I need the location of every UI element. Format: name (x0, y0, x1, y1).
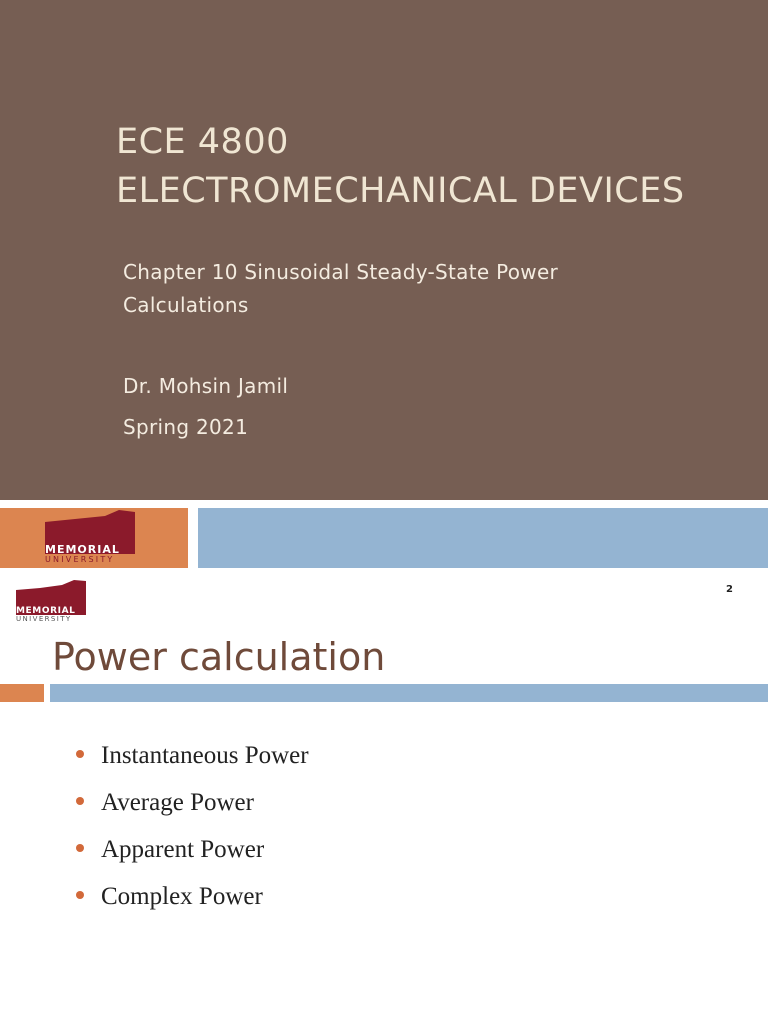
course-name: ELECTROMECHANICAL DEVICES (116, 171, 685, 211)
chapter-subtitle: Chapter 10 Sinusoidal Steady-State Power Calculations (123, 260, 559, 317)
slide-divider (0, 500, 768, 508)
bullet-text: Instantaneous Power (101, 741, 309, 769)
logo-name: MEMORIAL (45, 543, 120, 556)
list-item (76, 826, 309, 873)
logo-subname: UNIVERSITY (45, 555, 115, 564)
title-slide-background (0, 0, 768, 500)
title-underline-orange (0, 684, 44, 702)
slide-title: Power calculation (52, 635, 386, 679)
title-underline-blue (50, 684, 768, 702)
author-name: Dr. Mohsin Jamil (123, 374, 289, 398)
logo-name: MEMORIAL (16, 606, 76, 616)
bullet-text: Complex Power (101, 882, 263, 910)
list-item (76, 732, 309, 779)
page-number: 2 (726, 584, 733, 595)
blue-accent-block (198, 508, 768, 568)
bullet-text: Average Power (101, 788, 254, 816)
bullet-dot-icon (76, 797, 84, 805)
list-item (76, 873, 309, 920)
course-code: ECE 4800 (116, 122, 289, 162)
bullet-dot-icon (76, 750, 84, 758)
course-title (116, 118, 685, 216)
bullet-list (76, 732, 309, 920)
list-item (76, 779, 309, 826)
memorial-university-logo (45, 510, 137, 566)
logo-subname: UNIVERSITY (16, 615, 72, 623)
bullet-text: Apparent Power (101, 835, 265, 863)
bullet-dot-icon (76, 891, 84, 899)
memorial-university-logo-small (16, 580, 88, 626)
bullet-dot-icon (76, 844, 84, 852)
term-label: Spring 2021 (123, 415, 249, 439)
